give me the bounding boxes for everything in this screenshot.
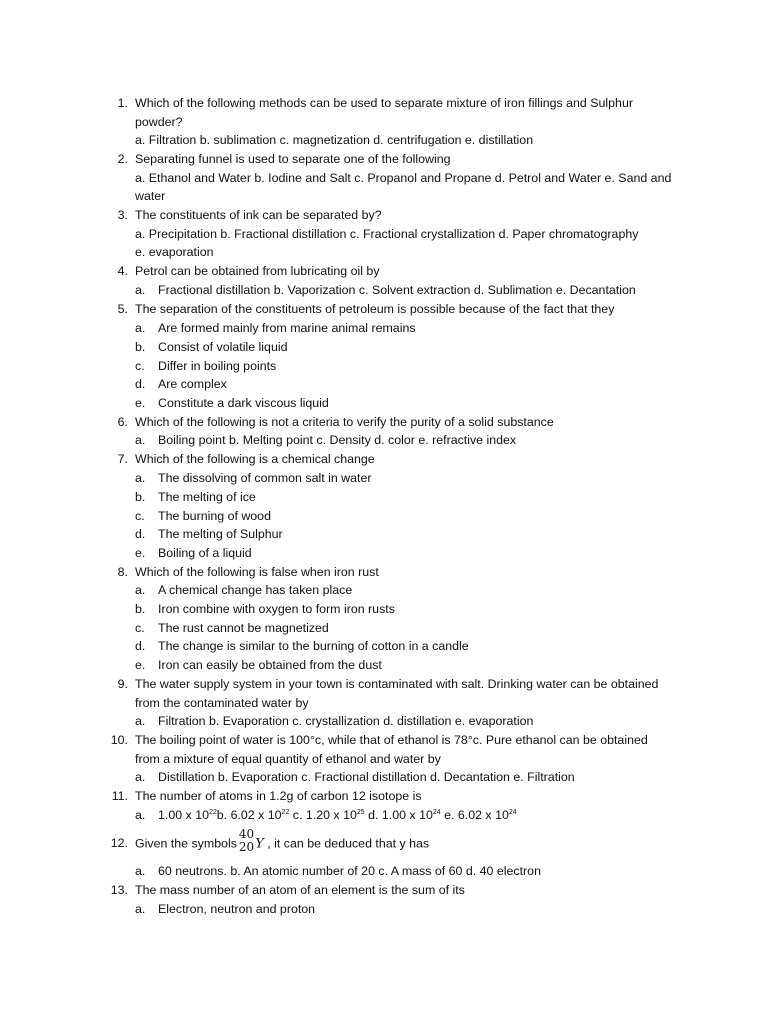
text-line: Which of the following is a chemical change [135,452,375,466]
text-line: The separation of the constituents of petroleum is possible because of the fact that they [135,302,615,316]
text-line: a. Precipitation b. Fractional distillation c. Fractional crystallization d. Paper chromatography [135,226,639,241]
exponent: 24 [432,809,441,816]
answer-option [0,357,768,376]
option-letter: d. [135,377,146,391]
option-letter: a. [135,902,146,916]
answer-option [0,525,768,544]
isotope-notation [239,828,254,854]
text-line: The number of atoms in 1.2g of carbon 12 isotope is [135,789,422,803]
option-letter: e. [135,658,146,672]
option-letter: a. [135,471,146,485]
option-prefix: e. [440,808,458,822]
question-outro: , it can be deduced that y has [267,836,430,851]
text-line: e. evaporation [135,245,214,260]
text-line: a. Ethanol and Water b. Iodine and Salt c. Propanol and Propane d. Petrol and Water e. Sand and [135,170,672,185]
option-text: The melting of Sulphur [158,527,283,541]
mantissa: 6.02 x 10 [457,808,509,822]
answer-option [0,712,768,731]
answer-option [0,488,768,507]
option-text: Filtration b. Evaporation c. crystallization d. distillation e. evaporation [158,714,534,728]
option-text: Electron, neutron and proton [158,902,316,916]
option-text: Differ in boiling points [158,359,277,373]
option-text: Are formed mainly from marine animal remains [158,321,416,335]
question-number: 10. [110,733,128,747]
option-text [158,806,517,825]
answer-option [0,281,768,300]
answer-option [0,394,768,413]
text-line: water [135,189,166,204]
element-symbol: Y [255,836,264,852]
option-text: The rust cannot be magnetized [158,621,329,635]
text-line: The water supply system in your town is contaminated with salt. Drinking water can be obtained [135,677,659,691]
question-text [135,731,683,768]
text-line: The mass number of an atom of an element is the sum of its [135,883,465,897]
mantissa: 6.02 x 10 [230,808,282,822]
answer-option [0,469,768,488]
question-text [135,881,683,900]
option-text: Consist of volatile liquid [158,340,288,354]
text-line: The boiling point of water is 100°c, while that of ethanol is 78°c. Pure ethanol can be obtained [135,733,648,747]
text-line [135,827,683,854]
question-text [135,675,683,712]
answer-option [0,319,768,338]
mantissa: 1.00 x 10 [381,808,433,822]
text-line: from the contaminated water by [135,695,309,710]
question-text [135,262,683,281]
question-number: 6. [117,415,128,429]
question-text [135,563,683,582]
answer-option [0,900,768,919]
answer-option [0,600,768,619]
text-line: Which of the following is not a criteria to verify the purity of a solid substance [135,415,554,429]
option-prefix: d. [364,808,382,822]
question-number: 9. [117,677,128,691]
question-number: 3. [117,208,128,222]
option-letter: b. [135,490,146,504]
text-line: Petrol can be obtained from lubricating oil by [135,264,380,278]
option-text: Distillation b. Evaporation c. Fractional distillation d. Decantation e. Filtration [158,770,575,784]
question-text [135,206,683,262]
option-text: Boiling of a liquid [158,546,252,560]
text-line: a. Filtration b. sublimation c. magnetization d. centrifugation e. distillation [135,133,534,148]
question-number: 5. [117,302,128,316]
exponent: 25 [356,809,365,816]
atomic-number: 20 [238,840,255,854]
question-number: 12. [110,836,128,850]
option-letter: a. [135,770,146,784]
question-number: 8. [117,565,128,579]
option-text: Iron combine with oxygen to form iron rusts [158,602,395,616]
question-text [135,827,683,854]
mantissa: 1.20 x 10 [305,808,357,822]
answer-option [0,507,768,526]
exponent: 24 [508,809,517,816]
option-letter: c. [135,509,145,523]
question-number: 13. [110,883,128,897]
option-text: 60 neutrons. b. An atomic number of 20 c. A mass of 60 d. 40 electron [158,864,541,878]
answer-option [0,375,768,394]
question-text [135,413,683,432]
text-line: from a mixture of equal quantity of ethanol and water by [135,751,441,766]
option-text: Boiling point b. Melting point c. Density d. color e. refractive index [158,433,517,447]
answer-option [0,544,768,563]
answer-option [0,431,768,450]
mass-number: 40 [238,827,255,841]
question-text [135,787,683,806]
option-letter: e. [135,396,146,410]
option-letter: d. [135,639,146,653]
question-intro: Given the symbols [135,836,237,851]
exponent: 22 [208,809,217,816]
question-number: 2. [117,152,128,166]
answer-option [0,338,768,357]
text-line: powder? [135,114,183,129]
text-line: Which of the following methods can be used to separate mixture of iron fillings and Sulphur [135,96,633,110]
option-letter: a. [135,433,146,447]
text-line: Which of the following is false when iron rust [135,565,379,579]
option-prefix: c. [289,808,306,822]
question-number: 11. [111,789,128,803]
option-letter: c. [135,359,145,373]
option-letter: b. [135,340,146,354]
question-number: 1. [117,96,128,110]
option-letter: a. [135,321,146,335]
question-number: 4. [117,264,128,278]
option-letter: b. [135,602,146,616]
option-text: Iron can easily be obtained from the dust [158,658,382,672]
option-letter: a. [135,864,146,878]
exponent: 22 [281,809,290,816]
option-letter: e. [135,546,146,560]
option-letter: a. [135,714,146,728]
option-letter: a. [135,283,146,297]
answer-option [0,619,768,638]
option-text: The dissolving of common salt in water [158,471,372,485]
answer-option [0,806,768,825]
option-letter: c. [135,621,145,635]
question-text [135,450,683,469]
question-text [135,94,683,150]
option-text: The change is similar to the burning of cotton in a candle [158,639,469,653]
option-prefix: b. [216,808,231,822]
text-line: Separating funnel is used to separate one of the following [135,152,451,166]
question-number: 7. [117,452,128,466]
answer-option [0,768,768,787]
answer-option [0,581,768,600]
option-letter: d. [135,527,146,541]
question-text [135,150,683,206]
option-text: Constitute a dark viscous liquid [158,396,329,410]
answer-option [0,656,768,675]
option-text: The burning of wood [158,509,271,523]
question-text [135,300,683,319]
answer-option [0,862,768,881]
option-text: Fractional distillation b. Vaporization c. Solvent extraction d. Sublimation e. Decantation [158,283,636,297]
option-letter: a. [135,808,146,822]
option-text: Are complex [158,377,227,391]
option-text: The melting of ice [158,490,256,504]
answer-option [0,637,768,656]
option-letter: a. [135,583,146,597]
text-line: The constituents of ink can be separated by? [135,208,382,222]
option-text: A chemical change has taken place [158,583,353,597]
mantissa: 1.00 x 10 [158,808,209,822]
